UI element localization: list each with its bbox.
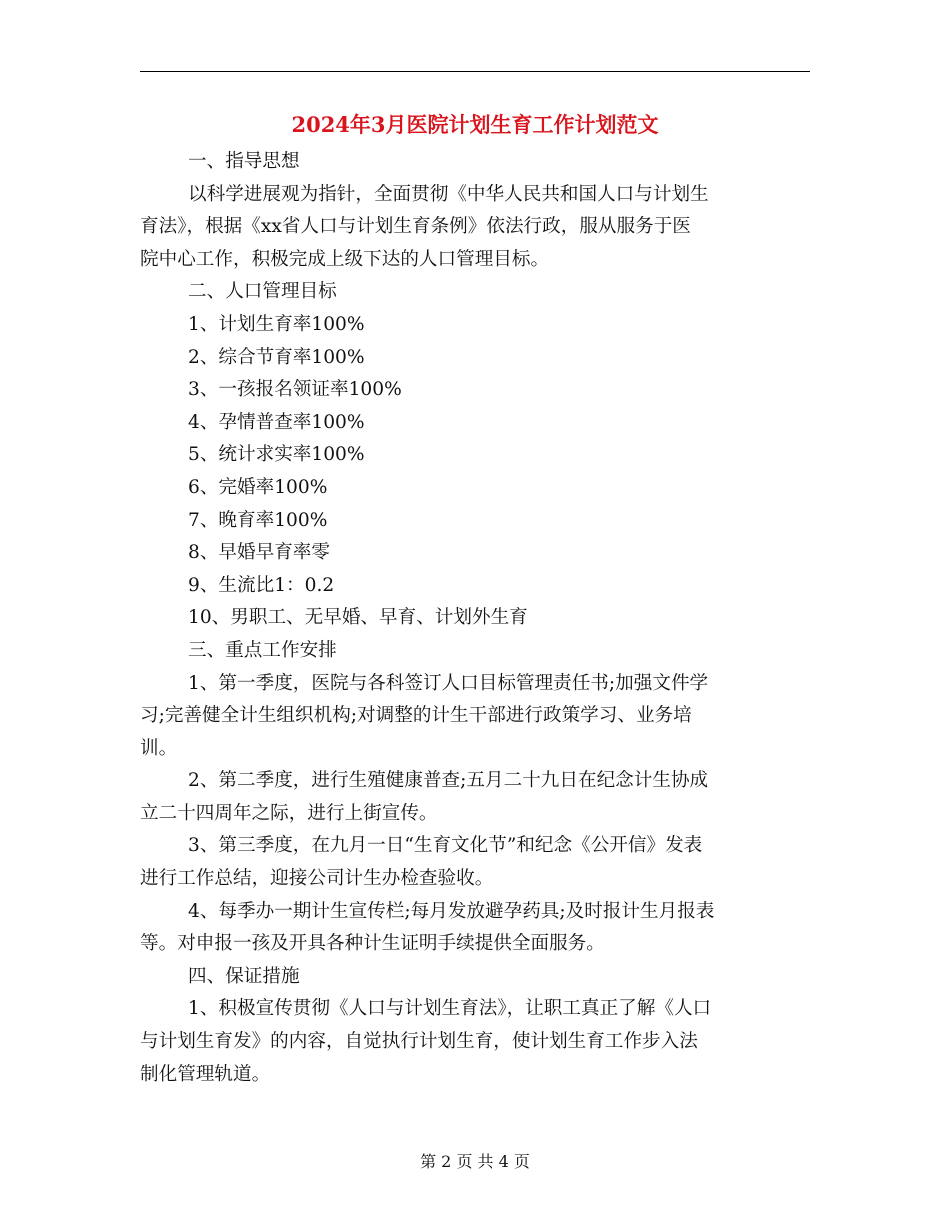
page-footer: 第 2 页 共 4 页: [420, 1152, 530, 1171]
text-line: 以科学进展观为指针，全面贯彻《中华人民共和国人口与计划生: [188, 183, 709, 205]
text-line: 5、统计求实率100%: [188, 444, 365, 466]
text-line: 制化管理轨道。: [140, 1063, 271, 1085]
document-body: [140, 146, 812, 1091]
text-line: 3、一孩报名领证率100%: [188, 379, 402, 401]
text-line: 2、第二季度，进行生殖健康普查;五月二十九日在纪念计生协成: [188, 770, 709, 792]
text-line: 等。对申报一孩及开具各种计生证明手续提供全面服务。: [140, 933, 605, 955]
text-line: 3、第三季度，在九月一日“生育文化节”和纪念《公开信》发表: [188, 835, 703, 857]
text-line: 四、保证措施: [188, 965, 300, 987]
text-line: 一、指导思想: [188, 151, 300, 172]
text-line: 2、综合节育率100%: [188, 346, 365, 368]
text-line: 9、生流比1：0.2: [188, 574, 335, 596]
text-line: 6、完婚率100%: [188, 476, 328, 498]
text-line: 4、每季办一期计生宣传栏;每月发放避孕药具;及时报计生月报表: [188, 900, 715, 922]
text-line: 4、孕情普查率100%: [188, 411, 365, 433]
document-title: 2024年3月医院计划生育工作计划范文: [291, 112, 659, 137]
text-line: 8、早婚早育率零: [188, 542, 330, 564]
text-line: 训。: [140, 737, 178, 759]
text-line: 1、第一季度，医院与各科签订人口目标管理责任书;加强文件学: [188, 672, 709, 694]
text-line: 习;完善健全计生组织机构;对调整的计生干部进行政策学习、业务培: [140, 705, 692, 727]
text-line: 与计划生育发》的内容，自觉执行计划生育，使计划生育工作步入法: [140, 1031, 698, 1053]
text-line: 院中心工作，积极完成上级下达的人口管理目标。: [140, 248, 550, 270]
text-line: 育法》，根据《xx省人口与计划生育条例》依法行政，服从服务于医: [140, 216, 691, 238]
text-line: 二、人口管理目标: [188, 281, 337, 303]
header-rule: [140, 71, 810, 72]
text-line: 三、重点工作安排: [188, 639, 337, 661]
text-line: 进行工作总结，迎接公司计生办检查验收。: [140, 868, 494, 890]
text-line: 1、积极宣传贯彻《人口与计划生育法》，让职工真正了解《人口: [188, 998, 712, 1020]
text-line: 立二十四周年之际，进行上街宣传。: [140, 802, 438, 824]
text-line: 1、计划生育率100%: [188, 313, 365, 335]
text-line: 10、男职工、无早婚、早育、计划外生育: [188, 607, 528, 629]
text-line: 7、晚育率100%: [188, 509, 328, 531]
